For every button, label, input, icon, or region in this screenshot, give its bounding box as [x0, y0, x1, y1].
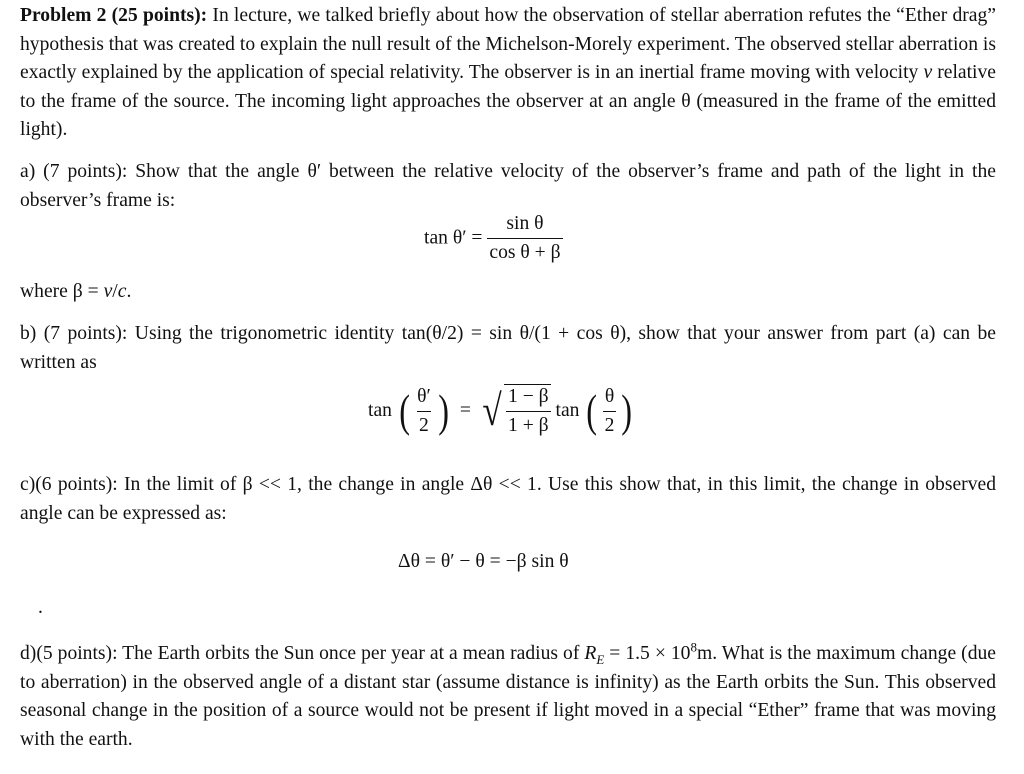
paren-close-2: ) [621, 385, 633, 436]
equation-c: Δθ = θ′ − θ = −β sin θ [398, 551, 569, 572]
where-text: where β = [20, 281, 104, 302]
part-d-text-2: = 1.5 × 10 [604, 643, 691, 664]
equation-b-tan-left: tan [368, 400, 392, 421]
problem-intro [20, 2, 996, 145]
intro-text-2: relative to the frame of the source. The incoming light approaches the observer at an angle θ (measured in the frame of the emitted light). [20, 62, 996, 140]
equation-a-numerator: sin θ [506, 213, 544, 234]
part-c-text: c)(6 points): In the limit of β << 1, the change in angle Δθ << 1. Use this show that, in this limit, the change in observed angle can be expressed as: [20, 474, 996, 524]
part-d-text-1: d)(5 points): The Earth orbits the Sun once per year at a mean radius of [20, 643, 585, 664]
sqrt-body [504, 384, 551, 438]
equation-a-lhs: tan θ′ = [424, 227, 483, 249]
radius-symbol: R [584, 643, 597, 664]
paren-close-1: ) [437, 385, 449, 436]
part-a-text: a) (7 points): Show that the angle θ′ between the relative velocity of the observer’s frame and path of the light in the observer’s frame is: [20, 161, 996, 211]
fraction-1-numerator: θ′ [417, 385, 431, 407]
equation-a [424, 212, 563, 265]
equation-a-denominator: cos θ + β [487, 238, 562, 265]
radius-subscript: E [596, 651, 605, 667]
part-d-text-3: m. What is the maximum change (due to aberration) in the observed angle of a distant star (assume distance is infinity) as the Earth orbits the Sun. This observed seasonal change in the position of a source would not be present if light moved in a special “Ether” frame that was moving with the earth. [20, 643, 996, 750]
where-slash: / [112, 281, 118, 302]
equation-b [368, 384, 635, 438]
paren-open-1: ( [399, 385, 410, 436]
equation-b-fraction-1 [415, 385, 433, 438]
part-d-text [20, 640, 996, 754]
fraction-2-numerator: θ [604, 385, 615, 407]
sqrt-sign: √ [482, 386, 502, 435]
where-v: v [103, 281, 113, 302]
equation-b-fraction-2 [603, 385, 617, 438]
equation-b-equals: = [459, 400, 471, 421]
stray-dot: . [38, 597, 43, 618]
fraction-1-denominator: 2 [417, 411, 431, 438]
sqrt-fraction [506, 385, 551, 438]
exponent: 8 [690, 639, 697, 655]
sqrt-expression [480, 384, 551, 438]
equation-b-tan-right: tan [555, 400, 580, 421]
where-c: c [117, 281, 127, 302]
equation-a-fraction [487, 212, 562, 265]
problem-heading: Problem 2 (25 points): [20, 5, 208, 26]
sqrt-denominator: 1 + β [506, 411, 551, 438]
where-end: . [126, 281, 132, 302]
part-b-text: b) (7 points): Using the trigonometric identity tan(θ/2) = sin θ/(1 + cos θ), show that your answer from part (a) can be written as [20, 323, 996, 373]
velocity-symbol: v [923, 62, 933, 83]
paren-open-2: ( [586, 385, 598, 436]
where-line [20, 278, 996, 307]
intro-text-1: In lecture, we talked briefly about how the observation of stellar aberration refutes the “Ether drag” hypothesis that was created to explain the null result of the Michelson-Morely experiment. The observed stellar aberration is exactly explained by the application of special relativity. The observer is in an inertial frame moving with velocity [20, 5, 996, 83]
fraction-2-denominator: 2 [603, 411, 617, 438]
sqrt-numerator: 1 − β [508, 386, 549, 407]
